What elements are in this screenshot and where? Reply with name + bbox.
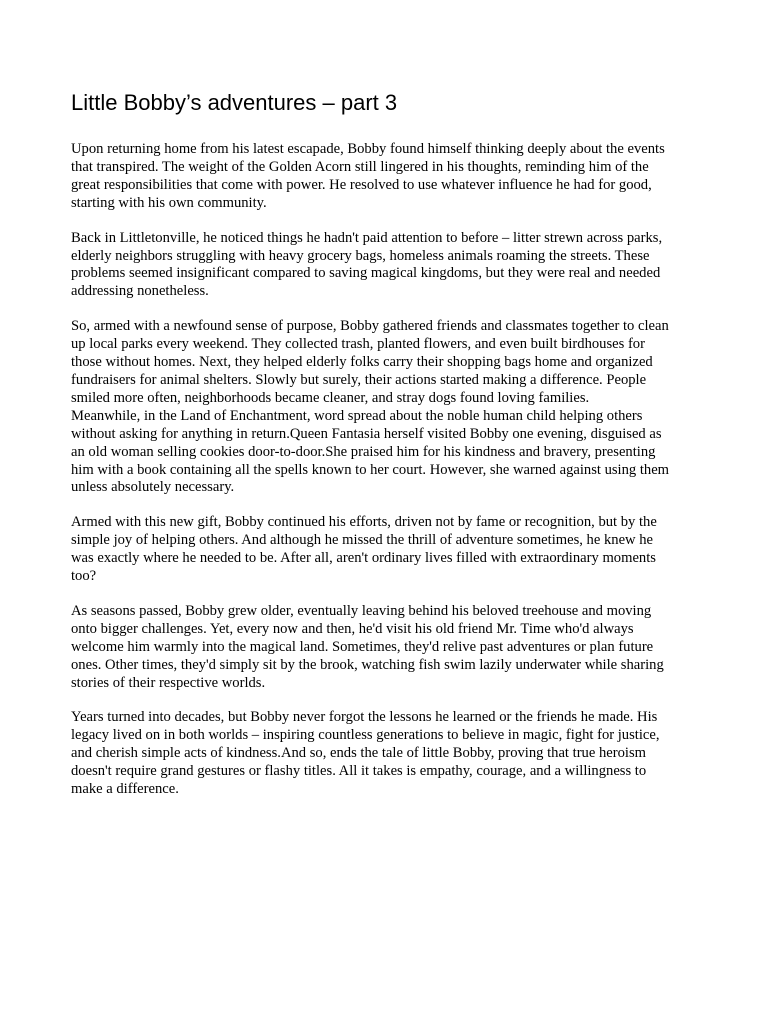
paragraph [71, 514, 695, 586]
paragraph-line: starting with his own community. [71, 194, 267, 211]
paragraph-line: without asking for anything in return.Queen Fantasia herself visited Bobby one evening, disguised as [71, 425, 662, 442]
paragraph-line: smiled more often, neighborhoods became cleaner, and stray dogs found loving families. [71, 389, 590, 406]
paragraph [71, 318, 695, 497]
paragraph-line: Years turned into decades, but Bobby never forgot the lessons he learned or the friends he made. His [71, 709, 658, 726]
paragraph-line: an old woman selling cookies door-to-door.She praised him for his kindness and bravery, presenting [71, 443, 656, 460]
paragraph-line: problems seemed insignificant compared to saving magical kingdoms, but they were real and needed [71, 265, 661, 282]
paragraph-line: Armed with this new gift, Bobby continued his efforts, driven not by fame or recognition, but by the [71, 514, 657, 531]
paragraph-line: up local parks every weekend. They collected trash, planted flowers, and even built birdhouses for [71, 336, 645, 353]
paragraph-line: As seasons passed, Bobby grew older, eventually leaving behind his beloved treehouse and moving [71, 602, 652, 619]
paragraph-line: too? [71, 568, 97, 585]
paragraph-line: doesn't require grand gestures or flashy titles. All it takes is empathy, courage, and a willingness to [71, 763, 647, 780]
paragraph-line: stories of their respective worlds. [71, 674, 266, 691]
paragraph [71, 230, 695, 302]
paragraph-line: legacy lived on in both worlds – inspiring countless generations to believe in magic, fight for justice, [71, 727, 660, 744]
paragraph [71, 709, 695, 799]
paragraph-line: and cherish simple acts of kindness.And so, ends the tale of little Bobby, proving that true heroism [71, 745, 646, 762]
paragraph-line: that transpired. The weight of the Golden Acorn still lingered in his thoughts, reminding him of the [71, 158, 649, 175]
paragraph-line: him with a book containing all the spells known to her court. However, she warned against using them [71, 461, 670, 478]
paragraph [71, 141, 695, 213]
paragraph-line: those without homes. Next, they helped elderly folks carry their shopping bags home and organized [71, 354, 653, 371]
paragraph-line: unless absolutely necessary. [71, 479, 235, 496]
paragraph-line: welcome him warmly into the magical land. Sometimes, they'd relive past adventures or plan future [71, 638, 654, 655]
paragraph-line: So, armed with a newfound sense of purpose, Bobby gathered friends and classmates together to clean [71, 318, 669, 335]
document-title: Little Bobby’s adventures – part 3 [71, 90, 398, 115]
paragraph-line: make a difference. [71, 781, 179, 798]
document-body [71, 141, 695, 816]
paragraph-line: addressing nonetheless. [71, 283, 209, 300]
paragraph-line: Meanwhile, in the Land of Enchantment, word spread about the noble human child helping others [71, 407, 643, 424]
paragraph-line: elderly neighbors struggling with heavy grocery bags, homeless animals roaming the streets. These [71, 247, 650, 264]
paragraph-line: simple joy of helping others. And although he missed the thrill of adventure sometimes, he knew he [71, 532, 654, 549]
paragraph-line: Back in Littletonville, he noticed things he hadn't paid attention to before – litter strewn across parks, [71, 229, 663, 246]
paragraph-line: was exactly where he needed to be. After all, aren't ordinary lives filled with extraordinary moments [71, 550, 656, 567]
paragraph-line: Upon returning home from his latest escapade, Bobby found himself thinking deeply about the events [71, 141, 665, 157]
paragraph [71, 603, 695, 693]
paragraph-line: onto bigger challenges. Yet, every now and then, he'd visit his old friend Mr. Time who'd always [71, 620, 634, 637]
paragraph-line: fundraisers for animal shelters. Slowly but surely, their actions started making a difference. People [71, 371, 647, 388]
paragraph-line: great responsibilities that come with power. He resolved to use whatever influence he had for good, [71, 176, 652, 193]
paragraph-line: ones. Other times, they'd simply sit by the brook, watching fish swim lazily underwater while sharing [71, 656, 664, 673]
